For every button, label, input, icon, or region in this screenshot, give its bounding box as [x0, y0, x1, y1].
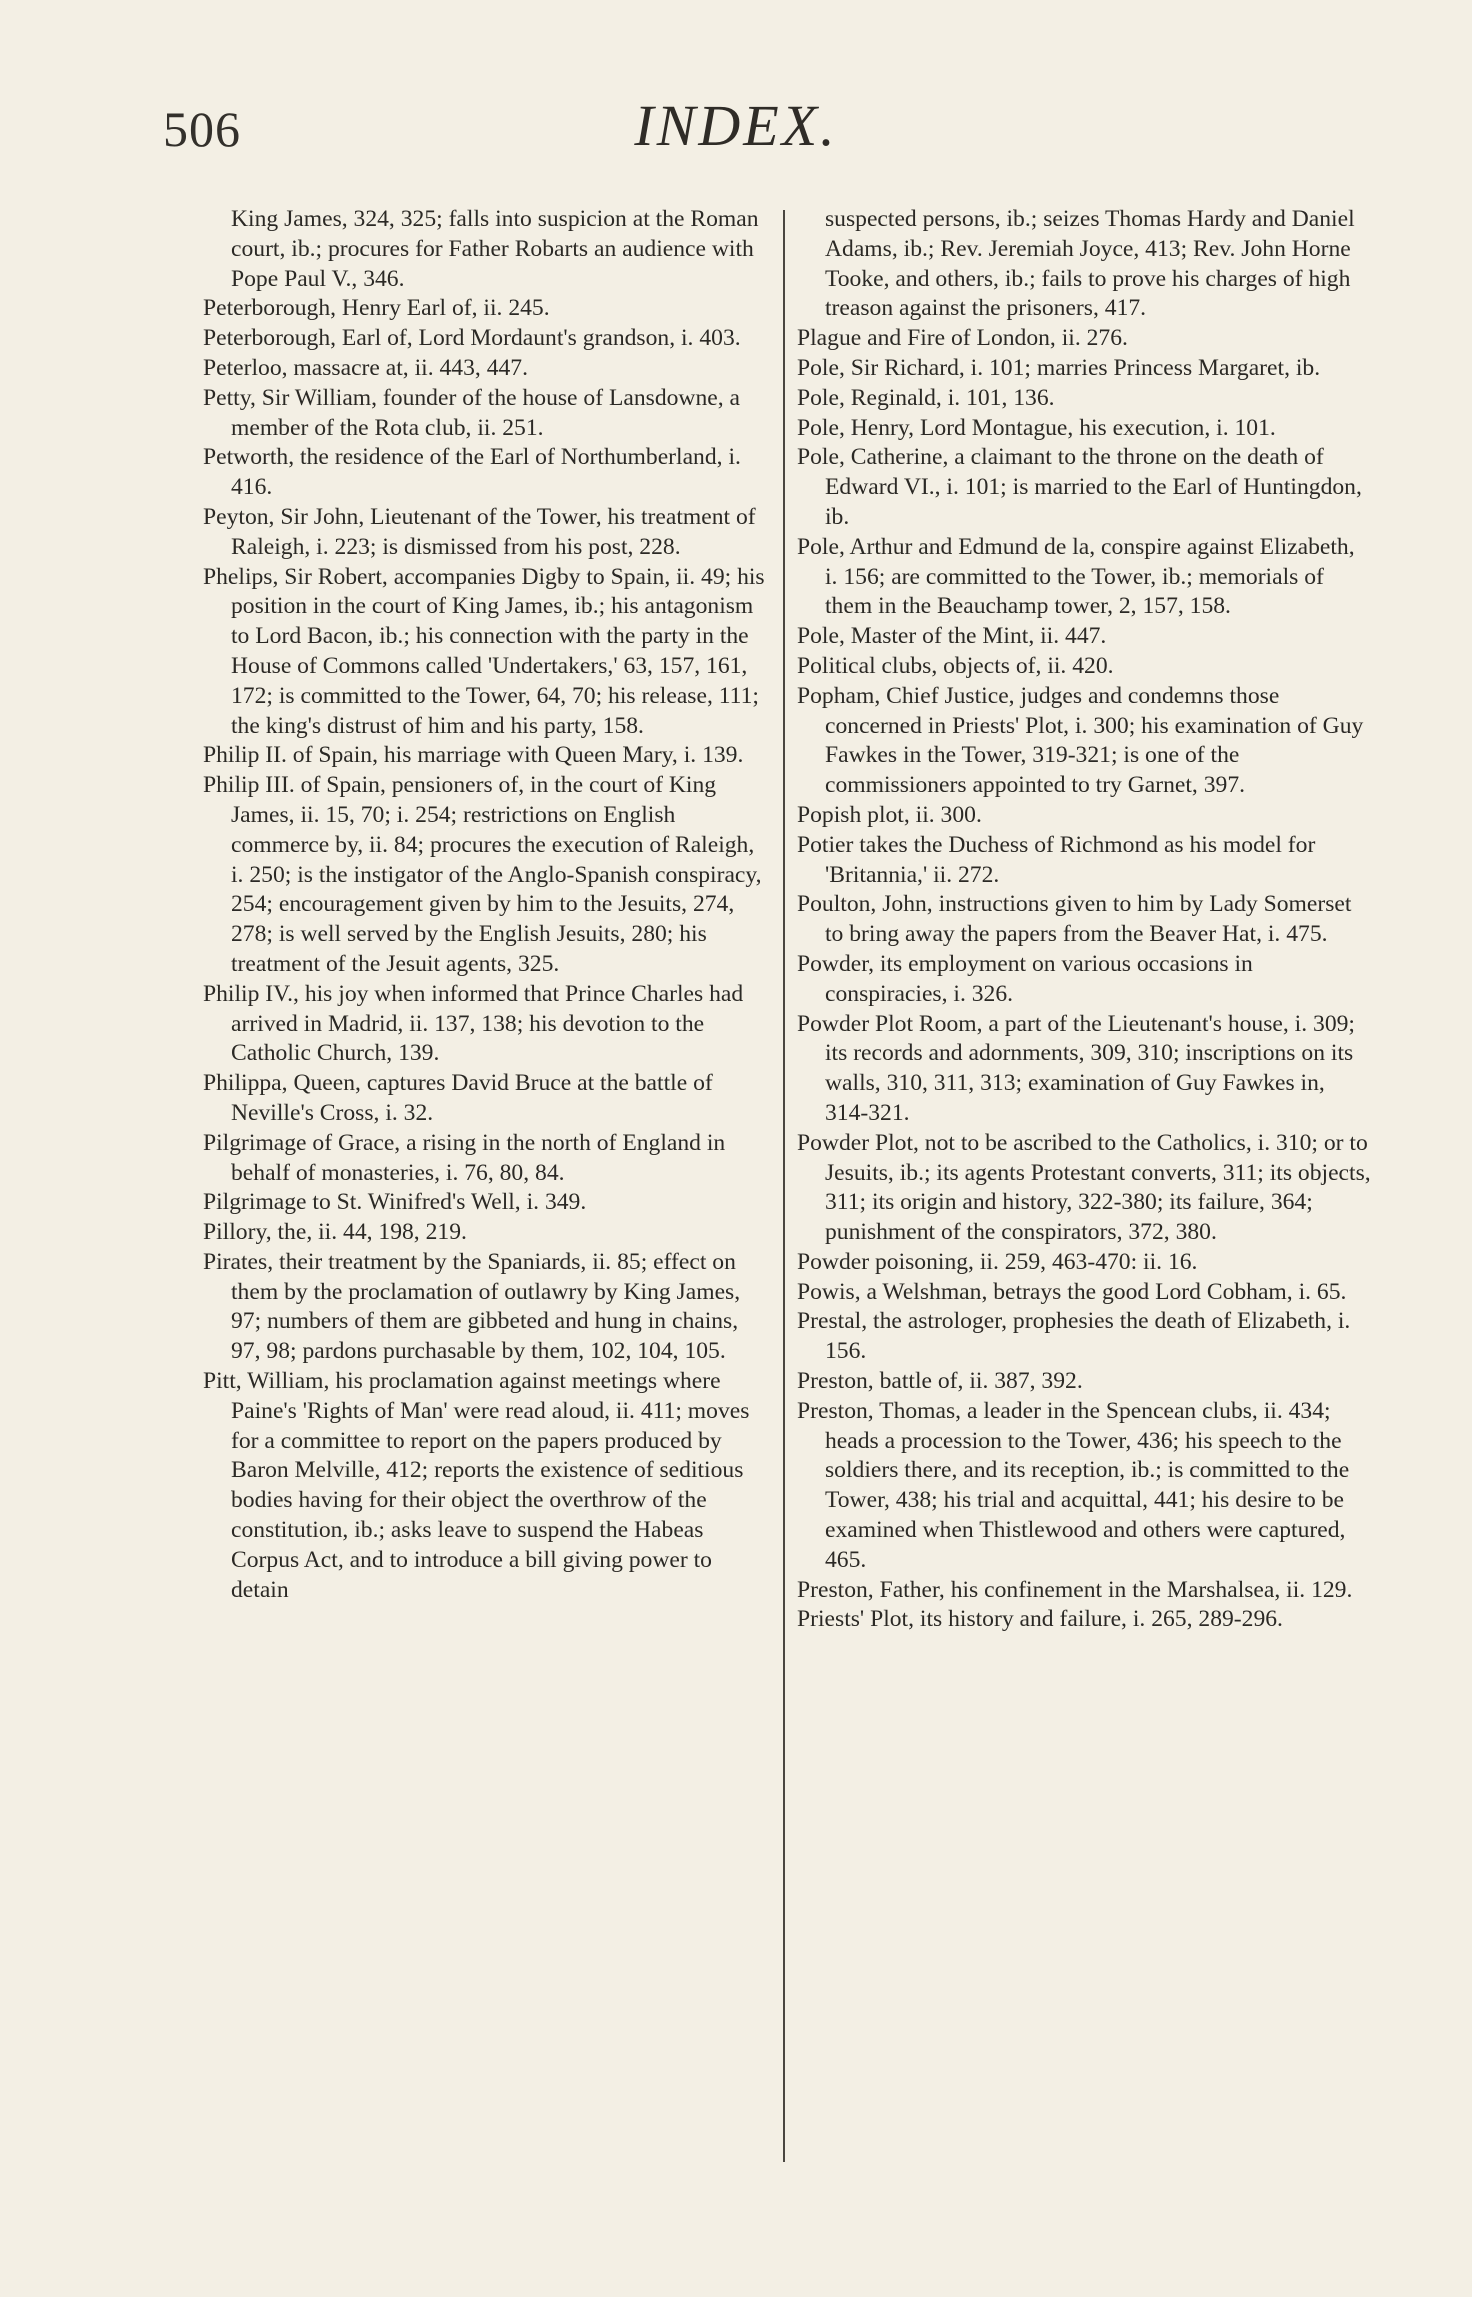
index-entry: Potier takes the Duchess of Richmond as his model for 'Britannia,' ii. 272.	[797, 831, 1316, 888]
index-entry: Peterborough, Henry Earl of, ii. 245.	[203, 295, 550, 322]
index-entry: Peyton, Sir John, Lieutenant of the Tower, his treatment of Raleigh, i. 223; is dismissed from his post, 228.	[203, 503, 756, 560]
column-divider	[783, 210, 785, 2162]
index-entry: Philippa, Queen, captures David Bruce at the battle of Neville's Cross, i. 32.	[203, 1070, 713, 1126]
index-entry: Powder, its employment on various occasions in conspiracies, i. 326.	[797, 950, 1253, 1007]
index-entry: Pirates, their treatment by the Spaniards, ii. 85; effect on them by the proclamation of outlawry by King James, 97; numbers of them are gibbeted and hung in chains, 97, 98; pardons purchasable by them, 102, 104, 105.	[203, 1248, 741, 1365]
index-entry: Pole, Catherine, a claimant to the throne on the death of Edward VI., i. 101; is married to the Earl of Huntingdon, ib.	[797, 444, 1362, 530]
index-entry: Philip IV., his joy when informed that Prince Charles had arrived in Madrid, ii. 137, 138; his devotion to the Catholic Church, 139.	[203, 980, 744, 1067]
index-entry: Petworth, the residence of the Earl of Northumberland, i. 416.	[203, 444, 741, 501]
index-entry: Pole, Reginald, i. 101, 136.	[797, 384, 1055, 411]
index-entry: Peterloo, massacre at, ii. 443, 447.	[203, 354, 528, 381]
page-title: INDEX.	[634, 93, 838, 158]
index-entry: Phelips, Sir Robert, accompanies Digby to Spain, ii. 49; his position in the court of King James, ib.; his antagonism to Lord Bacon, ib.; his connection with the party in the House of Commons called 'Undertakers,' 63, 157, 161, 172; is committed to the Tower, 64, 70; his release, 111; the king's distrust of him and his party, 158.	[203, 563, 765, 739]
page-number: 506	[163, 101, 241, 157]
index-entry: Popish plot, ii. 300.	[797, 801, 982, 828]
index-entry: Plague and Fire of London, ii. 276.	[797, 325, 1128, 352]
index-entry-continuation: suspected persons, ib.; seizes Thomas Hardy and Daniel Adams, ib.; Rev. Jeremiah Joyce, 413; Rev. John Horne Tooke, and others, ib.; fails to prove his charges of high treason against the prisoners, 417.	[825, 206, 1355, 322]
index-entry: Pilgrimage of Grace, a rising in the north of England in behalf of monasteries, i. 76, 80, 84.	[203, 1129, 726, 1186]
index-entry: Powder Plot, not to be ascribed to the Catholics, i. 310; or to Jesuits, ib.; its agents Protestant converts, 311; its objects, 311; its origin and history, 322-380; its failure, 364; punishment of the conspirators, 372, 380.	[797, 1129, 1371, 1246]
index-entry: Prestal, the astrologer, prophesies the death of Elizabeth, i. 156.	[797, 1308, 1351, 1365]
index-entry: Powder Plot Room, a part of the Lieutenant's house, i. 309; its records and adornments, 309, 310; inscriptions on its walls, 310, 311, 313; examination of Guy Fawkes in, 314-321.	[797, 1010, 1355, 1126]
index-entry: Pole, Master of the Mint, ii. 447.	[797, 623, 1107, 650]
index-entry-continuation: King James, 324, 325; falls into suspicion at the Roman court, ib.; procures for Father Robarts an audience with Pope Paul V., 346.	[231, 206, 759, 292]
index-entry: Pole, Arthur and Edmund de la, conspire against Elizabeth, i. 156; are committed to the Tower, ib.; memorials of them in the Beauchamp tower, 2, 157, 158.	[797, 533, 1355, 620]
index-entry: Pillory, the, ii. 44, 198, 219.	[203, 1219, 467, 1246]
index-entry: Pole, Henry, Lord Montague, his execution, i. 101.	[797, 414, 1276, 441]
index-entry: Pilgrimage to St. Winifred's Well, i. 349.	[203, 1189, 587, 1216]
index-entry: Pitt, William, his proclamation against meetings where Paine's 'Rights of Man' were read aloud, ii. 411; moves for a committee to report on the papers produced by Baron Melville, 412; reports the existence of seditious bodies having for their object the overthrow of the constitution, ib.; asks leave to suspend the Habeas Corpus Act, and to introduce a bill giving power to detain	[203, 1368, 750, 1603]
index-entry: Peterborough, Earl of, Lord Mordaunt's grandson, i. 403.	[203, 325, 741, 352]
index-entry: Poulton, John, instructions given to him by Lady Somerset to bring away the papers from the Beaver Hat, i. 475.	[797, 891, 1352, 948]
index-entry: Philip II. of Spain, his marriage with Queen Mary, i. 139.	[203, 742, 744, 769]
index-entry: Political clubs, objects of, ii. 420.	[797, 652, 1114, 679]
index-entry: Petty, Sir William, founder of the house of Lansdowne, a member of the Rota club, ii. 251.	[203, 384, 741, 441]
index-entry: Philip III. of Spain, pensioners of, in the court of King James, ii. 15, 70; i. 254; restrictions on English commerce by, ii. 84; procures the execution of Raleigh, i. 250; is the instigator of the Anglo-Spanish conspiracy, 254; encouragement given by him to the Jesuits, 274, 278; is well served by the English Jesuits, 280; his treatment of the Jesuit agents, 325.	[203, 772, 762, 977]
index-column-right	[797, 205, 1372, 1635]
index-entry: Popham, Chief Justice, judges and condemns those concerned in Priests' Plot, i. 300; his examination of Guy Fawkes in the Tower, 319-321; is one of the commissioners appointed to try Garnet, 397.	[797, 682, 1364, 799]
index-entry: Powder poisoning, ii. 259, 463-470: ii. 16.	[797, 1248, 1198, 1275]
index-entry: Priests' Plot, its history and failure, i. 265, 289-296.	[797, 1606, 1283, 1633]
index-column-left	[203, 205, 768, 1605]
index-entry: Preston, Father, his confinement in the Marshalsea, ii. 129.	[797, 1576, 1353, 1603]
index-entry: Preston, battle of, ii. 387, 392.	[797, 1368, 1083, 1395]
index-entry: Powis, a Welshman, betrays the good Lord Cobham, i. 65.	[797, 1278, 1347, 1305]
index-entry: Preston, Thomas, a leader in the Spencean clubs, ii. 434; heads a procession to the Tower, 436; his speech to the soldiers there, and its reception, ib.; is committed to the Tower, 438; his trial and acquittal, 441; his desire to be examined when Thistlewood and others were captured, 465.	[797, 1397, 1350, 1573]
index-entry: Pole, Sir Richard, i. 101; marries Princess Margaret, ib.	[797, 354, 1321, 381]
